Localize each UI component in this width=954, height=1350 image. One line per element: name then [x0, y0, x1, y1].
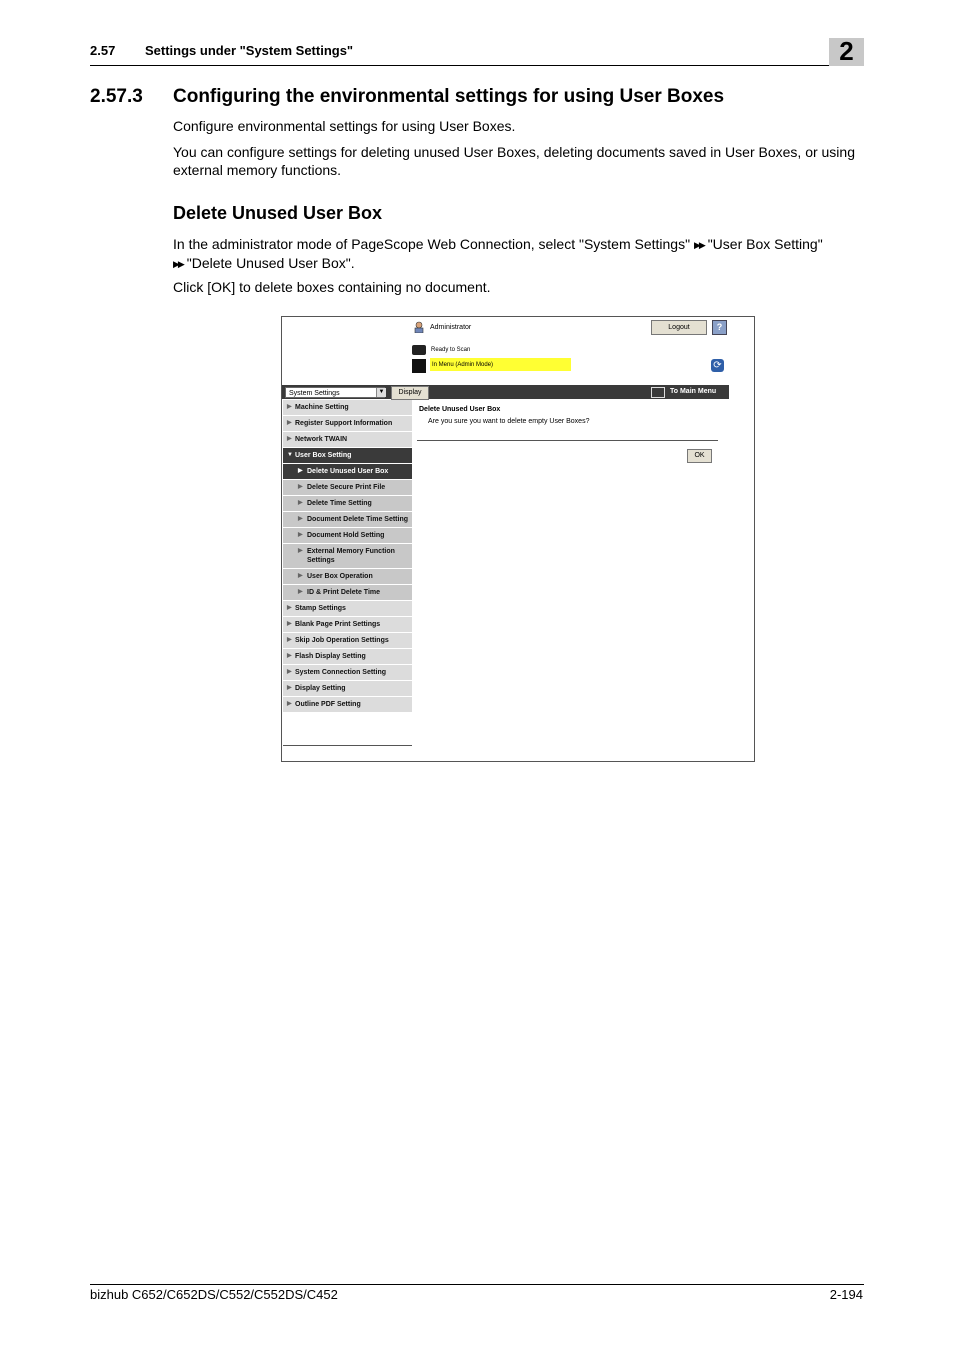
nav-item-skip-job-operation[interactable]	[283, 633, 412, 649]
footer-model: bizhub C652/C652DS/C552/C552DS/C452	[90, 1287, 338, 1302]
nav-item-blank-page-print[interactable]	[283, 617, 412, 633]
intro-paragraph: Configure environmental settings for using User Boxes.	[173, 118, 516, 134]
nav-item-label: User Box Operation	[307, 573, 373, 580]
help-icon[interactable]: ?	[712, 320, 727, 335]
instruction-part-1: In the administrator mode of PageScope Web Connection, select "System Settings"	[173, 236, 691, 252]
nav-item-user-box-setting[interactable]	[283, 448, 412, 464]
nav-item-register-support[interactable]	[283, 416, 412, 432]
header-rule	[90, 65, 864, 66]
header-section-number: 2.57	[90, 43, 116, 58]
nav-item-label: ID & Print Delete Time	[307, 589, 381, 596]
chapter-number: 2	[839, 36, 854, 66]
triangle-right-icon: ▶	[287, 605, 292, 611]
nav-item-label: Delete Secure Print File	[307, 484, 386, 491]
nav-item-stamp-settings[interactable]	[283, 601, 412, 617]
section-number: 2.57.3	[90, 86, 143, 107]
admin-icon	[413, 321, 425, 333]
nav-subitem-id-print-delete-time[interactable]	[283, 585, 412, 601]
nav-item-label: Display Setting	[295, 685, 346, 692]
triangle-right-icon: ▶	[298, 532, 303, 538]
triangle-right-icon: ▶	[287, 637, 292, 643]
nav-item-label: System Connection Setting	[295, 669, 387, 676]
double-arrow-icon: ▶▶	[693, 240, 704, 250]
triangle-right-icon: ▶	[287, 404, 292, 410]
nav-subitem-document-delete-time[interactable]	[283, 512, 412, 528]
main-menu-link[interactable]: To Main Menu	[670, 388, 717, 395]
nav-item-label: Machine Setting	[295, 404, 349, 411]
triangle-right-icon: ▶	[298, 573, 303, 579]
section-title: Configuring the environmental settings for using User Boxes	[173, 86, 725, 107]
triangle-right-icon: ▶	[287, 653, 292, 659]
triangle-right-icon: ▶	[287, 701, 292, 707]
triangle-right-icon: ▶	[287, 669, 292, 675]
double-arrow-icon: ▶▶	[173, 259, 183, 269]
nav-item-label: User Box Setting	[295, 452, 352, 459]
admin-label: Administrator	[430, 324, 472, 331]
triangle-down-icon: ▼	[287, 452, 293, 458]
nav-subitem-delete-secure-print-file[interactable]	[283, 480, 412, 496]
nav-item-label: Flash Display Setting	[295, 653, 366, 660]
printer-icon	[412, 345, 426, 355]
nav-item-label: Skip Job Operation Settings	[295, 637, 389, 644]
main-menu-icon[interactable]	[651, 387, 665, 398]
nav-item-label: Network TWAIN	[295, 436, 348, 443]
nav-subitem-external-memory[interactable]	[283, 544, 412, 569]
nav-item-label: Outline PDF Setting	[295, 701, 361, 708]
footer-rule	[90, 1284, 864, 1285]
nav-item-label: Document Hold Setting	[307, 532, 385, 539]
nav-item-label: Blank Page Print Settings	[295, 621, 381, 628]
nav-item-machine-setting[interactable]	[283, 400, 412, 416]
nav-item-label: Delete Unused User Box	[307, 468, 389, 475]
category-select[interactable]: System Settings	[285, 387, 385, 398]
web-connection-screenshot	[281, 316, 755, 762]
instruction-part-3: "Delete Unused User Box".	[186, 255, 355, 271]
refresh-icon[interactable]: ⟳	[711, 359, 724, 372]
logout-button[interactable]: Logout	[651, 320, 707, 335]
nav-subitem-user-box-operation[interactable]	[283, 569, 412, 585]
nav-item-network-twain[interactable]	[283, 432, 412, 448]
subsection-title: Delete Unused User Box	[173, 203, 383, 223]
instruction-paragraph	[173, 235, 863, 273]
triangle-right-icon: ▶	[298, 484, 303, 490]
header-section-title: Settings under "System Settings"	[145, 43, 354, 58]
settings-nav	[283, 400, 412, 713]
content-title: Delete Unused User Box	[419, 406, 501, 413]
nav-item-outline-pdf[interactable]	[283, 697, 412, 713]
ok-button[interactable]: OK	[687, 449, 712, 463]
nav-divider	[283, 745, 412, 746]
step-paragraph: Click [OK] to delete boxes containing no document.	[173, 279, 491, 295]
triangle-right-icon: ▶	[298, 548, 303, 554]
nav-item-system-connection[interactable]	[283, 665, 412, 681]
nav-item-flash-display[interactable]	[283, 649, 412, 665]
triangle-right-icon: ▶	[298, 516, 303, 522]
nav-subitem-delete-unused-user-box[interactable]	[283, 464, 412, 480]
triangle-right-icon: ▶	[298, 589, 303, 595]
machine-icon	[412, 359, 426, 373]
footer-page-number: 2-194	[829, 1287, 863, 1302]
nav-item-label: Document Delete Time Setting	[307, 516, 409, 523]
triangle-right-icon: ▶	[287, 420, 292, 426]
nav-item-label: Delete Time Setting	[307, 500, 372, 507]
content-divider	[417, 440, 718, 441]
nav-item-label: External Memory Function Settings	[307, 548, 395, 564]
nav-item-label: Stamp Settings	[295, 605, 346, 612]
triangle-right-icon: ▶	[287, 685, 292, 691]
content-question: Are you sure you want to delete empty User Boxes?	[428, 418, 590, 425]
triangle-right-icon: ▶	[298, 468, 303, 474]
triangle-right-icon: ▶	[287, 621, 292, 627]
status-ready: Ready to Scan	[431, 347, 471, 353]
display-button[interactable]: Display	[391, 386, 429, 400]
triangle-right-icon: ▶	[287, 436, 292, 442]
description-paragraph: You can configure settings for deleting unused User Boxes, deleting documents saved in User Boxes, or using external memory functions.	[173, 144, 855, 178]
status-mode: In Menu (Admin Mode)	[432, 362, 494, 368]
nav-item-display-setting[interactable]	[283, 681, 412, 697]
triangle-right-icon: ▶	[298, 500, 303, 506]
nav-item-label: Register Support Information	[295, 420, 393, 427]
nav-subitem-document-hold-setting[interactable]	[283, 528, 412, 544]
nav-subitem-delete-time-setting[interactable]	[283, 496, 412, 512]
instruction-part-2: "User Box Setting"	[707, 236, 823, 252]
chevron-down-icon[interactable]: ▼	[376, 388, 386, 397]
